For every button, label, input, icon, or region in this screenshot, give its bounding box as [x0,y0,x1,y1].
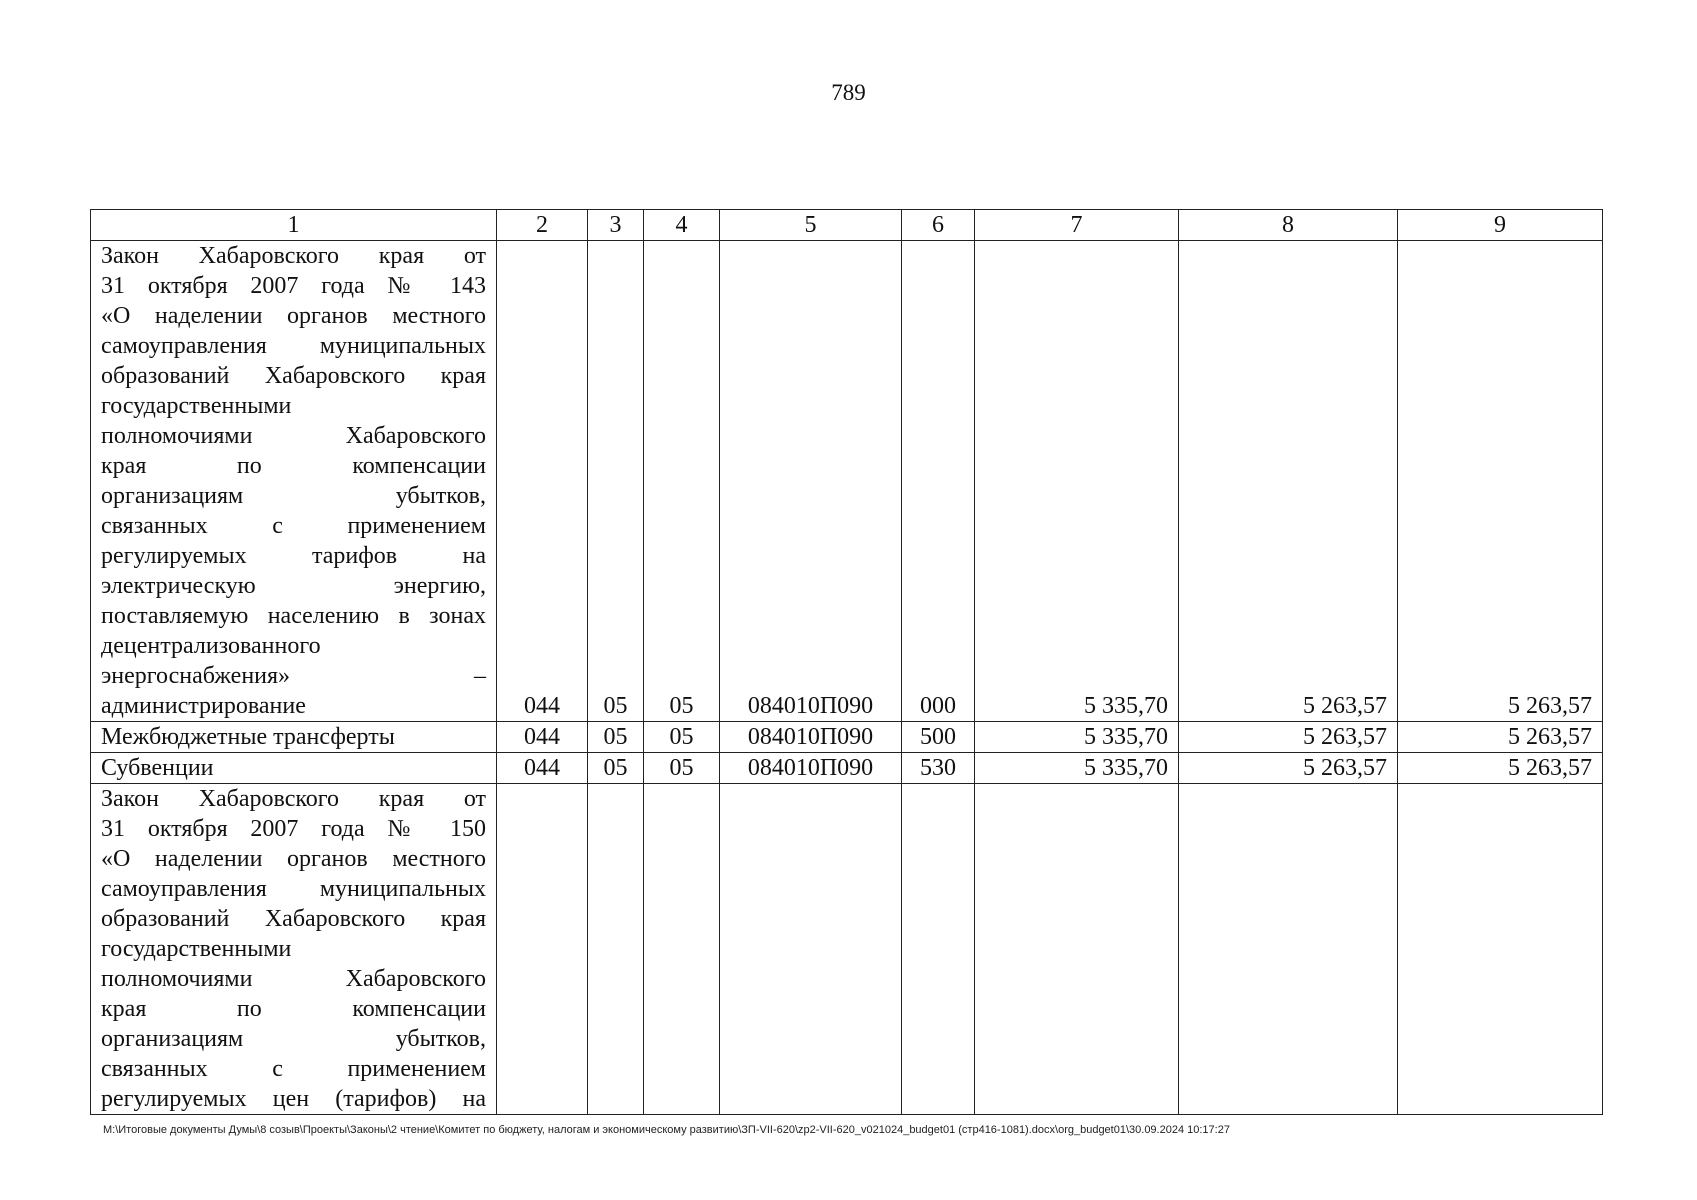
description-line: энергоснабжения» – [101,663,486,689]
cell-amount-2: 5 263,57 [1179,722,1398,753]
column-header: 4 [644,210,720,241]
description-line: регулируемых тарифов на [101,543,486,569]
description-line: администрирование [101,693,306,719]
description-line: края по компенсации [101,996,486,1022]
table-row [91,784,1603,1115]
cell-amount-3: 5 263,57 [1398,241,1603,722]
description-line: связанных с применением [101,1056,486,1082]
empty-cell [720,784,902,1115]
cell-expense-type: 000 [902,241,975,722]
cell-expense-type: 530 [902,753,975,784]
cell-subsection: 05 [644,722,720,753]
cell-target-article: 084010П090 [720,722,902,753]
row-description [91,241,497,722]
description-line: регулируемых цен (тарифов) на [101,1086,486,1112]
cell-subsection: 05 [644,753,720,784]
column-header: 1 [91,210,497,241]
description-line: образований Хабаровского края [101,906,486,932]
description-line: государственными [101,936,292,962]
column-header: 5 [720,210,902,241]
column-header: 8 [1179,210,1398,241]
description-line: полномочиями Хабаровского [101,423,486,449]
description-line: «О наделении органов местного [101,846,486,872]
cell-section: 05 [588,722,644,753]
cell-target-article: 084010П090 [720,241,902,722]
table-row [91,753,1603,784]
cell-section: 05 [588,241,644,722]
empty-cell [1179,784,1398,1115]
description-line: Закон Хабаровского края от [101,786,486,812]
empty-cell [975,784,1179,1115]
page-number: 789 [831,80,866,105]
empty-cell [902,784,975,1115]
description-line: 31 октября 2007 года № 143 [101,273,486,299]
cell-ministry-code: 044 [497,753,588,784]
description-line: полномочиями Хабаровского [101,966,486,992]
cell-expense-type: 500 [902,722,975,753]
description-line: 31 октября 2007 года № 150 [101,816,486,842]
column-header: 7 [975,210,1179,241]
empty-cell [644,784,720,1115]
cell-ministry-code: 044 [497,241,588,722]
description-line: «О наделении органов местного [101,303,486,329]
cell-subsection: 05 [644,241,720,722]
row-description: Межбюджетные трансферты [91,722,497,753]
cell-amount-2: 5 263,57 [1179,753,1398,784]
description-line: децентрализованного [101,633,321,659]
cell-amount-2: 5 263,57 [1179,241,1398,722]
document-path-footer: M:\Итоговые документы Думы\8 созыв\Проекты\Законы\2 чтение\Комитет по бюджету, налогам и экономическому развитию\ЗП-VII-620\zp2-VII-620_v021024_budget01 (стр416-1081).docx\org_budget01\30.09.2024 10:17:27 [103,1124,1230,1136]
description-line: организациям убытков, [101,1026,486,1052]
cell-amount-1: 5 335,70 [975,241,1179,722]
empty-cell [1398,784,1603,1115]
column-header: 9 [1398,210,1603,241]
cell-section: 05 [588,753,644,784]
cell-ministry-code: 044 [497,722,588,753]
description-line: образований Хабаровского края [101,363,486,389]
row-description: Субвенции [91,753,497,784]
description-line: поставляемую населению в зонах [101,603,486,629]
column-header: 3 [588,210,644,241]
description-line: самоуправления муниципальных [101,333,486,359]
description-line: электрическую энергию, [101,573,486,599]
budget-table [90,209,1603,1115]
table-row [91,722,1603,753]
description-line: самоуправления муниципальных [101,876,486,902]
description-line: края по компенсации [101,453,486,479]
header-row [91,210,1603,241]
cell-target-article: 084010П090 [720,753,902,784]
description-line: организациям убытков, [101,483,486,509]
row-description [91,784,497,1115]
description-line: государственными [101,393,292,419]
table-row [91,241,1603,722]
column-header: 2 [497,210,588,241]
empty-cell [588,784,644,1115]
cell-amount-3: 5 263,57 [1398,753,1603,784]
description-line: связанных с применением [101,513,486,539]
cell-amount-1: 5 335,70 [975,753,1179,784]
empty-cell [497,784,588,1115]
cell-amount-3: 5 263,57 [1398,722,1603,753]
description-line: Закон Хабаровского края от [101,243,486,269]
column-header: 6 [902,210,975,241]
cell-amount-1: 5 335,70 [975,722,1179,753]
